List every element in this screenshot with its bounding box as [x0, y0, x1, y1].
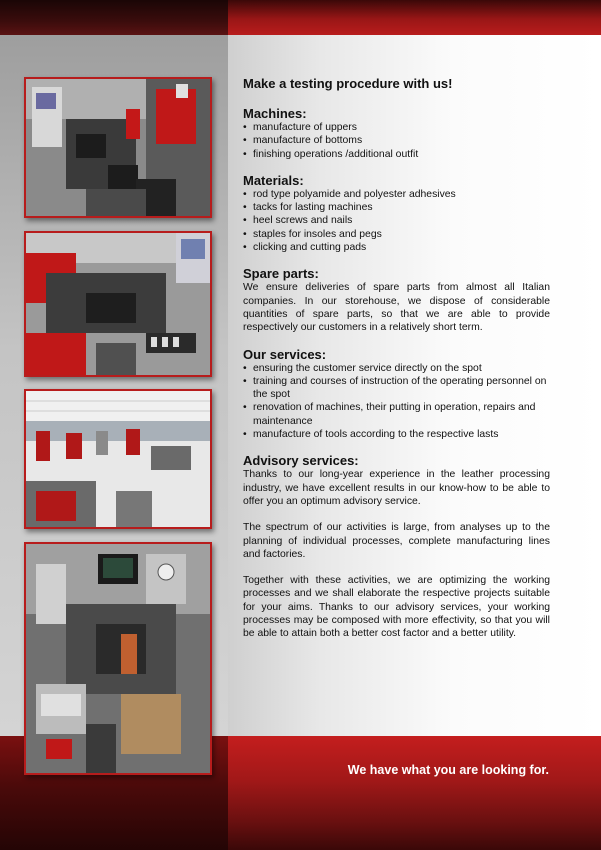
- slogan: We have what you are looking for.: [347, 763, 549, 777]
- list-item: • training and courses of instruction of the operating personnel on the spot: [243, 375, 550, 402]
- machines-list: [243, 121, 550, 161]
- machines-section: [243, 106, 550, 161]
- advisory-section: [243, 453, 550, 640]
- spare-parts-title: Spare parts:: [243, 266, 319, 282]
- materials-title: Materials:: [243, 172, 304, 188]
- advisory-paragraph-1: Thanks to our long-year experience in the leather processing industry, we have excellent results in our know-how to be able to offer you an optimum advisory service.: [243, 469, 550, 507]
- list-item: • rod type polyamide and polyester adhesives: [243, 188, 550, 201]
- content-block: [243, 76, 550, 641]
- spare-parts-text: We ensure deliveries of spare parts from almost all Italian companies. In our storehouse, we dispose of considerable quantities of spare parts, so that we are able to provide respectively our customers in a relatively short term.: [243, 282, 550, 334]
- machines-title: Machines:: [243, 106, 307, 121]
- list-item: • manufacture of uppers: [243, 121, 550, 134]
- machine-photo-2: [24, 231, 212, 377]
- list-item: • staples for insoles and pegs: [243, 228, 550, 241]
- workshop-photo: [24, 389, 212, 529]
- machine-photo-3: [24, 542, 212, 775]
- top-bar-right: [228, 0, 601, 35]
- advisory-title: Advisory services:: [243, 453, 359, 469]
- spare-parts-section: [243, 266, 550, 334]
- list-item: • manufacture of tools according to the respective lasts: [243, 428, 550, 441]
- list-item: • clicking and cutting pads: [243, 241, 550, 254]
- list-item: • finishing operations /additional outfit: [243, 148, 550, 161]
- services-section: [243, 347, 550, 442]
- materials-section: [243, 173, 550, 254]
- page-heading: Make a testing procedure with us!: [243, 76, 453, 91]
- bottom-bar-right: [228, 736, 601, 850]
- list-item: • heel screws and nails: [243, 214, 550, 227]
- list-item: • ensuring the customer service directly on the spot: [243, 362, 550, 375]
- machine-photo-1: [24, 77, 212, 218]
- services-list: [243, 362, 550, 442]
- list-item: • tacks for lasting machines: [243, 201, 550, 214]
- list-item: • manufacture of bottoms: [243, 134, 550, 147]
- services-title: Our services:: [243, 346, 327, 362]
- advisory-paragraph-3: Together with these activities, we are optimizing the working processes and we shall elaborate the respective projects suitable for your aims. Thanks to our advisory services, your working processes may be composed with more effectivity, so that you will be able to attain both a better cost factor and a better utility.: [243, 575, 550, 640]
- top-bar-left: [0, 0, 228, 35]
- list-item: • renovation of machines, their putting in operation, repairs and maintenance: [243, 401, 550, 428]
- advisory-paragraph-2: The spectrum of our activities is large, from analyses up to the planning of individual processes, complete manufacturing lines and factories.: [243, 522, 550, 560]
- materials-list: [243, 188, 550, 254]
